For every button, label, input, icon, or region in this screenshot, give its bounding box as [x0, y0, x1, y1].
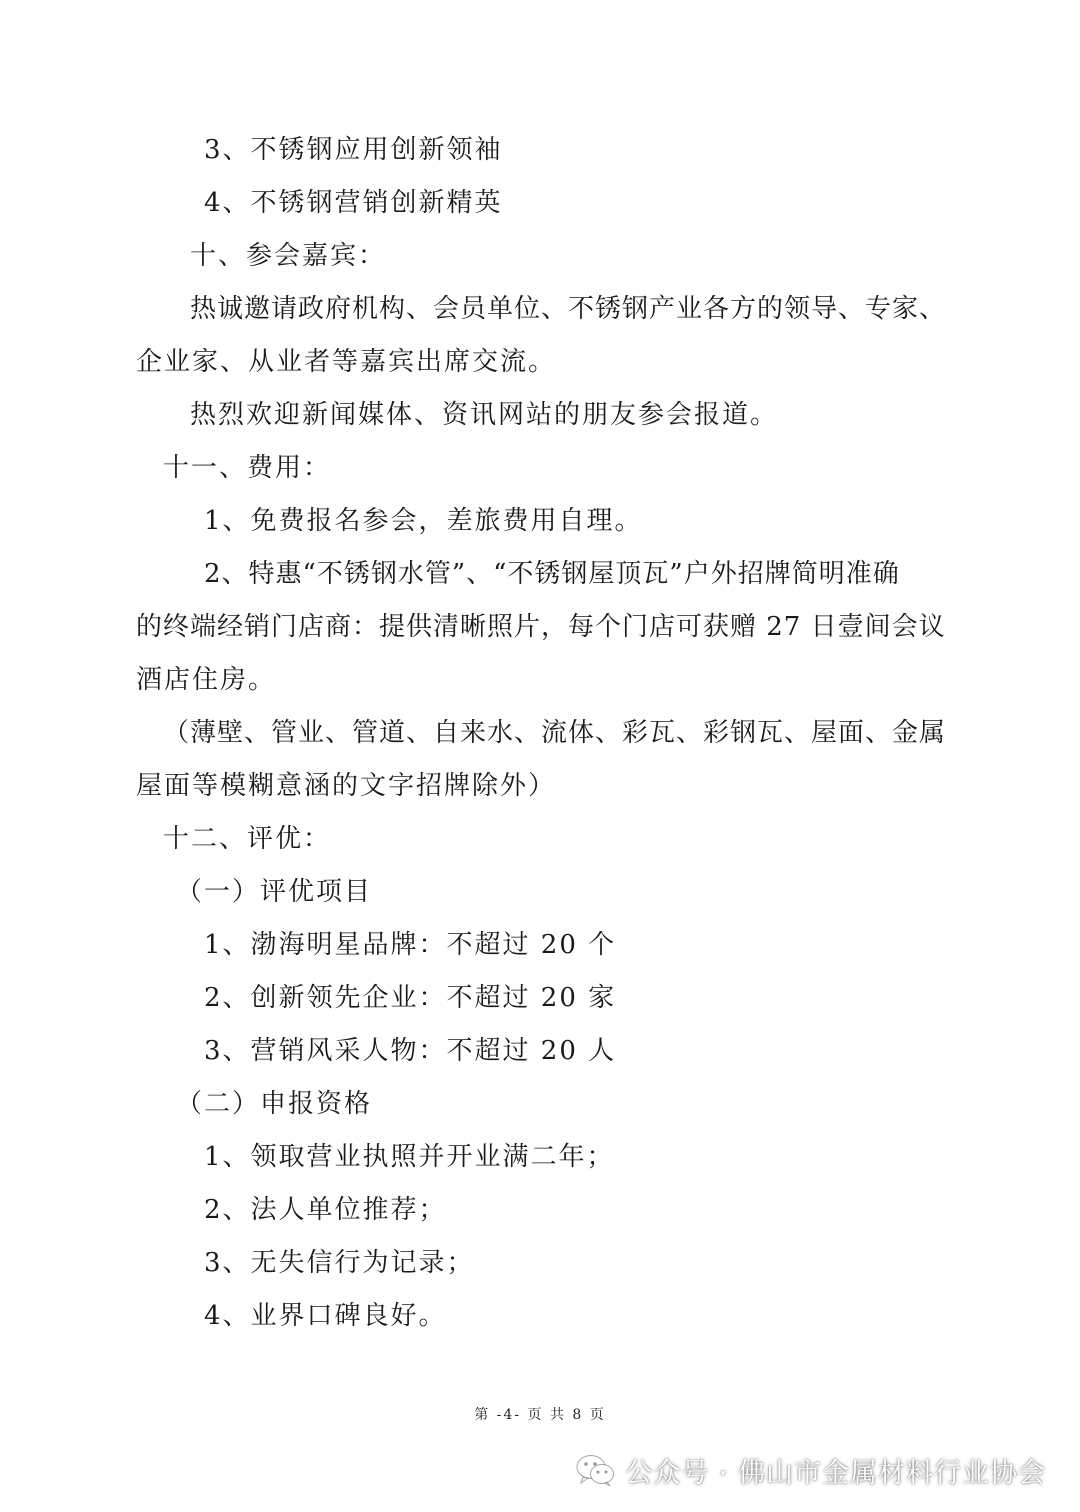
- page-number-footer: 第 -4- 页 共 8 页: [474, 1407, 606, 1423]
- text-line: 3、无失信行为记录；: [204, 1248, 475, 1278]
- text-line: 2、特惠“不锈钢水管”、“不锈钢屋顶瓦”户外招牌简明准确: [204, 559, 900, 589]
- text-line: （薄壁、管业、管道、自来水、流体、彩瓦、彩钢瓦、屋面、金属: [163, 718, 947, 748]
- text-line: 3、不锈钢应用创新领袖: [204, 135, 503, 165]
- text-line: 2、法人单位推荐；: [204, 1195, 447, 1225]
- text-line: 1、渤海明星品牌：不超过 20 个: [204, 930, 617, 960]
- text-line: 热诚邀请政府机构、会员单位、不锈钢产业各方的领导、专家、: [190, 294, 947, 324]
- subsection-heading: （一）评优项目: [176, 877, 373, 907]
- text-line: 酒店住房。: [136, 665, 277, 695]
- section-heading: 十、参会嘉宾：: [190, 241, 387, 271]
- text-line: 1、领取营业执照并开业满二年；: [204, 1142, 615, 1172]
- text-line: 屋面等模糊意涵的文字招牌除外）: [136, 771, 557, 801]
- watermark: [575, 1450, 1046, 1490]
- wechat-icon: [575, 1453, 615, 1487]
- text-line: 热烈欢迎新闻媒体、资讯网站的朋友参会报道。: [190, 400, 779, 430]
- section-heading: 十二、评优：: [163, 824, 332, 854]
- section-heading: 十一、费用：: [163, 453, 332, 483]
- text-line: 4、不锈钢营销创新精英: [204, 188, 503, 218]
- text-line: 1、免费报名参会，差旅费用自理。: [204, 506, 643, 536]
- text-line: 的终端经销门店商：提供清晰照片，每个门店可获赠 27 日壹间会议: [136, 612, 946, 642]
- watermark-text: 公众号 · 佛山市金属材料行业协会: [625, 1457, 1046, 1489]
- text-line: 2、创新领先企业：不超过 20 家: [204, 983, 617, 1013]
- subsection-heading: （二）申报资格: [176, 1089, 373, 1119]
- text-line: 4、业界口碑良好。: [204, 1301, 447, 1331]
- text-line: 企业家、从业者等嘉宾出席交流。: [136, 347, 557, 377]
- text-line: 3、营销风采人物：不超过 20 人: [204, 1036, 617, 1066]
